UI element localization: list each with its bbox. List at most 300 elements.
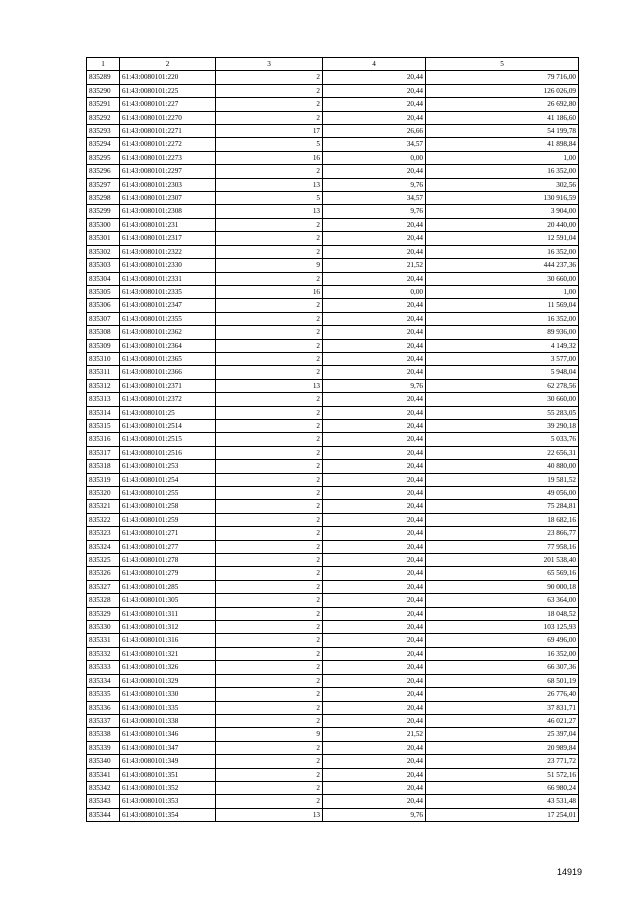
cadastral-number-cell: 61:43:0080101:2514 bbox=[120, 419, 216, 432]
table-row bbox=[87, 98, 579, 111]
cadastral-number-cell: 61:43:0080101:330 bbox=[120, 688, 216, 701]
cadastral-number-cell: 61:43:0080101:2303 bbox=[120, 178, 216, 191]
cadastral-number-cell: 61:43:0080101:2366 bbox=[120, 366, 216, 379]
cadastral-number-cell: 61:43:0080101:259 bbox=[120, 513, 216, 526]
table-row bbox=[87, 634, 579, 647]
group-number-cell: 2 bbox=[216, 366, 323, 379]
specific-value-cell: 20,44 bbox=[323, 487, 426, 500]
table-row bbox=[87, 647, 579, 660]
cadastral-value-cell: 1,00 bbox=[426, 151, 579, 164]
cadastral-value-cell: 41 186,60 bbox=[426, 111, 579, 124]
cadastral-value-cell: 20 989,84 bbox=[426, 741, 579, 754]
cadastral-number-cell: 61:43:0080101:2516 bbox=[120, 446, 216, 459]
group-number-cell: 2 bbox=[216, 580, 323, 593]
row-id-cell: 835327 bbox=[87, 580, 120, 593]
column-header-2: 2 bbox=[120, 58, 216, 71]
cadastral-value-cell: 11 569,04 bbox=[426, 299, 579, 312]
cadastral-number-cell: 61:43:0080101:2308 bbox=[120, 205, 216, 218]
cadastral-value-table bbox=[86, 57, 579, 822]
group-number-cell: 2 bbox=[216, 688, 323, 701]
specific-value-cell: 20,44 bbox=[323, 701, 426, 714]
cadastral-value-cell: 201 538,40 bbox=[426, 554, 579, 567]
cadastral-number-cell: 61:43:0080101:253 bbox=[120, 460, 216, 473]
row-id-cell: 835323 bbox=[87, 527, 120, 540]
group-number-cell: 2 bbox=[216, 98, 323, 111]
specific-value-cell: 20,44 bbox=[323, 71, 426, 84]
table-row bbox=[87, 339, 579, 352]
cadastral-number-cell: 61:43:0080101:2273 bbox=[120, 151, 216, 164]
cadastral-value-cell: 12 591,04 bbox=[426, 232, 579, 245]
cadastral-value-cell: 66 980,24 bbox=[426, 781, 579, 794]
specific-value-cell: 20,44 bbox=[323, 647, 426, 660]
group-number-cell: 13 bbox=[216, 808, 323, 821]
table-row bbox=[87, 406, 579, 419]
cadastral-number-cell: 61:43:0080101:271 bbox=[120, 527, 216, 540]
cadastral-number-cell: 61:43:0080101:2365 bbox=[120, 352, 216, 365]
table-row bbox=[87, 621, 579, 634]
specific-value-cell: 20,44 bbox=[323, 580, 426, 593]
cadastral-number-cell: 61:43:0080101:279 bbox=[120, 567, 216, 580]
cadastral-number-cell: 61:43:0080101:305 bbox=[120, 594, 216, 607]
specific-value-cell: 20,44 bbox=[323, 714, 426, 727]
row-id-cell: 835294 bbox=[87, 138, 120, 151]
specific-value-cell: 20,44 bbox=[323, 527, 426, 540]
cadastral-number-cell: 61:43:0080101:2362 bbox=[120, 326, 216, 339]
column-header-5: 5 bbox=[426, 58, 579, 71]
cadastral-number-cell: 61:43:0080101:352 bbox=[120, 781, 216, 794]
cadastral-value-cell: 18 682,16 bbox=[426, 513, 579, 526]
specific-value-cell: 34,57 bbox=[323, 192, 426, 205]
group-number-cell: 2 bbox=[216, 621, 323, 634]
row-id-cell: 835334 bbox=[87, 674, 120, 687]
cadastral-number-cell: 61:43:0080101:354 bbox=[120, 808, 216, 821]
cadastral-value-cell: 89 936,00 bbox=[426, 326, 579, 339]
cadastral-value-cell: 103 125,93 bbox=[426, 621, 579, 634]
group-number-cell: 2 bbox=[216, 795, 323, 808]
group-number-cell: 13 bbox=[216, 205, 323, 218]
page-number: 14919 bbox=[557, 867, 583, 877]
table-row bbox=[87, 446, 579, 459]
table-row bbox=[87, 674, 579, 687]
specific-value-cell: 20,44 bbox=[323, 554, 426, 567]
cadastral-number-cell: 61:43:0080101:2330 bbox=[120, 259, 216, 272]
specific-value-cell: 20,44 bbox=[323, 312, 426, 325]
row-id-cell: 835302 bbox=[87, 245, 120, 258]
table-row bbox=[87, 741, 579, 754]
cadastral-value-cell: 63 364,00 bbox=[426, 594, 579, 607]
cadastral-value-cell: 302,56 bbox=[426, 178, 579, 191]
specific-value-cell: 21,52 bbox=[323, 728, 426, 741]
group-number-cell: 9 bbox=[216, 259, 323, 272]
specific-value-cell: 20,44 bbox=[323, 406, 426, 419]
group-number-cell: 2 bbox=[216, 71, 323, 84]
group-number-cell: 2 bbox=[216, 674, 323, 687]
group-number-cell: 2 bbox=[216, 312, 323, 325]
row-id-cell: 835299 bbox=[87, 205, 120, 218]
specific-value-cell: 20,44 bbox=[323, 352, 426, 365]
row-id-cell: 835335 bbox=[87, 688, 120, 701]
cadastral-number-cell: 61:43:0080101:312 bbox=[120, 621, 216, 634]
specific-value-cell: 20,44 bbox=[323, 781, 426, 794]
row-id-cell: 835325 bbox=[87, 554, 120, 567]
group-number-cell: 2 bbox=[216, 84, 323, 97]
cadastral-number-cell: 61:43:0080101:220 bbox=[120, 71, 216, 84]
row-id-cell: 835337 bbox=[87, 714, 120, 727]
table-row bbox=[87, 192, 579, 205]
cadastral-value-cell: 126 026,09 bbox=[426, 84, 579, 97]
table-row bbox=[87, 513, 579, 526]
specific-value-cell: 20,44 bbox=[323, 540, 426, 553]
table-row bbox=[87, 728, 579, 741]
specific-value-cell: 9,76 bbox=[323, 205, 426, 218]
table-row bbox=[87, 312, 579, 325]
group-number-cell: 2 bbox=[216, 554, 323, 567]
group-number-cell: 2 bbox=[216, 500, 323, 513]
group-number-cell: 2 bbox=[216, 352, 323, 365]
row-id-cell: 835336 bbox=[87, 701, 120, 714]
row-id-cell: 835329 bbox=[87, 607, 120, 620]
specific-value-cell: 20,44 bbox=[323, 339, 426, 352]
row-id-cell: 835306 bbox=[87, 299, 120, 312]
group-number-cell: 2 bbox=[216, 661, 323, 674]
group-number-cell: 2 bbox=[216, 487, 323, 500]
cadastral-value-cell: 77 958,16 bbox=[426, 540, 579, 553]
group-number-cell: 2 bbox=[216, 634, 323, 647]
table-row bbox=[87, 285, 579, 298]
table-row bbox=[87, 71, 579, 84]
cadastral-value-cell: 16 352,00 bbox=[426, 312, 579, 325]
group-number-cell: 2 bbox=[216, 567, 323, 580]
cadastral-value-cell: 26 776,40 bbox=[426, 688, 579, 701]
table-row bbox=[87, 594, 579, 607]
cadastral-value-cell: 75 284,81 bbox=[426, 500, 579, 513]
cadastral-number-cell: 61:43:0080101:321 bbox=[120, 647, 216, 660]
row-id-cell: 835310 bbox=[87, 352, 120, 365]
specific-value-cell: 20,44 bbox=[323, 299, 426, 312]
specific-value-cell: 20,44 bbox=[323, 755, 426, 768]
table-row bbox=[87, 326, 579, 339]
row-id-cell: 835342 bbox=[87, 781, 120, 794]
cadastral-value-cell: 69 496,00 bbox=[426, 634, 579, 647]
table-row bbox=[87, 259, 579, 272]
group-number-cell: 2 bbox=[216, 741, 323, 754]
specific-value-cell: 20,44 bbox=[323, 111, 426, 124]
specific-value-cell: 20,44 bbox=[323, 419, 426, 432]
cadastral-number-cell: 61:43:0080101:338 bbox=[120, 714, 216, 727]
table-body bbox=[87, 71, 579, 822]
group-number-cell: 2 bbox=[216, 527, 323, 540]
cadastral-number-cell: 61:43:0080101:2515 bbox=[120, 433, 216, 446]
cadastral-value-cell: 5 948,04 bbox=[426, 366, 579, 379]
table-row bbox=[87, 366, 579, 379]
group-number-cell: 5 bbox=[216, 138, 323, 151]
specific-value-cell: 34,57 bbox=[323, 138, 426, 151]
cadastral-value-cell: 54 199,78 bbox=[426, 125, 579, 138]
cadastral-value-cell: 16 352,00 bbox=[426, 647, 579, 660]
table-row bbox=[87, 433, 579, 446]
cadastral-value-cell: 79 716,00 bbox=[426, 71, 579, 84]
specific-value-cell: 20,44 bbox=[323, 674, 426, 687]
cadastral-value-cell: 22 656,31 bbox=[426, 446, 579, 459]
cadastral-value-cell: 37 831,71 bbox=[426, 701, 579, 714]
cadastral-number-cell: 61:43:0080101:326 bbox=[120, 661, 216, 674]
row-id-cell: 835344 bbox=[87, 808, 120, 821]
table-row bbox=[87, 232, 579, 245]
cadastral-value-cell: 16 352,00 bbox=[426, 165, 579, 178]
cadastral-value-cell: 39 290,18 bbox=[426, 419, 579, 432]
cadastral-value-cell: 16 352,00 bbox=[426, 245, 579, 258]
table-row bbox=[87, 540, 579, 553]
table-row bbox=[87, 500, 579, 513]
cadastral-value-cell: 41 898,84 bbox=[426, 138, 579, 151]
cadastral-value-cell: 46 021,27 bbox=[426, 714, 579, 727]
row-id-cell: 835315 bbox=[87, 419, 120, 432]
cadastral-value-cell: 68 501,19 bbox=[426, 674, 579, 687]
cadastral-number-cell: 61:43:0080101:2297 bbox=[120, 165, 216, 178]
specific-value-cell: 20,44 bbox=[323, 607, 426, 620]
specific-value-cell: 0,00 bbox=[323, 151, 426, 164]
table-row bbox=[87, 688, 579, 701]
row-id-cell: 835313 bbox=[87, 393, 120, 406]
column-header-1: 1 bbox=[87, 58, 120, 71]
specific-value-cell: 20,44 bbox=[323, 741, 426, 754]
cadastral-number-cell: 61:43:0080101:285 bbox=[120, 580, 216, 593]
table-row bbox=[87, 138, 579, 151]
table-row bbox=[87, 165, 579, 178]
cadastral-number-cell: 61:43:0080101:353 bbox=[120, 795, 216, 808]
cadastral-value-cell: 5 033,76 bbox=[426, 433, 579, 446]
cadastral-value-cell: 55 283,05 bbox=[426, 406, 579, 419]
row-id-cell: 835307 bbox=[87, 312, 120, 325]
table-row bbox=[87, 795, 579, 808]
cadastral-number-cell: 61:43:0080101:335 bbox=[120, 701, 216, 714]
table-row bbox=[87, 352, 579, 365]
table-row bbox=[87, 661, 579, 674]
group-number-cell: 9 bbox=[216, 728, 323, 741]
table-row bbox=[87, 151, 579, 164]
table-row bbox=[87, 419, 579, 432]
cadastral-number-cell: 61:43:0080101:231 bbox=[120, 218, 216, 231]
cadastral-number-cell: 61:43:0080101:346 bbox=[120, 728, 216, 741]
cadastral-number-cell: 61:43:0080101:2272 bbox=[120, 138, 216, 151]
table-row bbox=[87, 527, 579, 540]
row-id-cell: 835331 bbox=[87, 634, 120, 647]
specific-value-cell: 26,66 bbox=[323, 125, 426, 138]
cadastral-value-cell: 17 254,01 bbox=[426, 808, 579, 821]
group-number-cell: 17 bbox=[216, 125, 323, 138]
specific-value-cell: 20,44 bbox=[323, 795, 426, 808]
cadastral-value-cell: 65 569,16 bbox=[426, 567, 579, 580]
cadastral-number-cell: 61:43:0080101:277 bbox=[120, 540, 216, 553]
cadastral-value-cell: 26 692,80 bbox=[426, 98, 579, 111]
specific-value-cell: 20,44 bbox=[323, 393, 426, 406]
cadastral-value-cell: 19 581,52 bbox=[426, 473, 579, 486]
group-number-cell: 2 bbox=[216, 299, 323, 312]
row-id-cell: 835341 bbox=[87, 768, 120, 781]
group-number-cell: 2 bbox=[216, 446, 323, 459]
table-row bbox=[87, 84, 579, 97]
cadastral-value-cell: 18 048,52 bbox=[426, 607, 579, 620]
cadastral-value-cell: 30 660,00 bbox=[426, 393, 579, 406]
table-row bbox=[87, 567, 579, 580]
table-row bbox=[87, 460, 579, 473]
group-number-cell: 2 bbox=[216, 111, 323, 124]
group-number-cell: 2 bbox=[216, 714, 323, 727]
group-number-cell: 2 bbox=[216, 473, 323, 486]
cadastral-number-cell: 61:43:0080101:2270 bbox=[120, 111, 216, 124]
cadastral-value-cell: 66 307,36 bbox=[426, 661, 579, 674]
row-id-cell: 835328 bbox=[87, 594, 120, 607]
cadastral-number-cell: 61:43:0080101:2364 bbox=[120, 339, 216, 352]
specific-value-cell: 20,44 bbox=[323, 232, 426, 245]
group-number-cell: 2 bbox=[216, 647, 323, 660]
specific-value-cell: 20,44 bbox=[323, 165, 426, 178]
group-number-cell: 2 bbox=[216, 232, 323, 245]
group-number-cell: 13 bbox=[216, 379, 323, 392]
cadastral-number-cell: 61:43:0080101:255 bbox=[120, 487, 216, 500]
row-id-cell: 835304 bbox=[87, 272, 120, 285]
table-row bbox=[87, 580, 579, 593]
cadastral-value-cell: 49 056,00 bbox=[426, 487, 579, 500]
cadastral-number-cell: 61:43:0080101:2317 bbox=[120, 232, 216, 245]
group-number-cell: 2 bbox=[216, 781, 323, 794]
row-id-cell: 835321 bbox=[87, 500, 120, 513]
cadastral-number-cell: 61:43:0080101:2307 bbox=[120, 192, 216, 205]
table-row bbox=[87, 111, 579, 124]
row-id-cell: 835297 bbox=[87, 178, 120, 191]
row-id-cell: 835332 bbox=[87, 647, 120, 660]
row-id-cell: 835319 bbox=[87, 473, 120, 486]
row-id-cell: 835330 bbox=[87, 621, 120, 634]
row-id-cell: 835309 bbox=[87, 339, 120, 352]
cadastral-number-cell: 61:43:0080101:2322 bbox=[120, 245, 216, 258]
row-id-cell: 835317 bbox=[87, 446, 120, 459]
cadastral-number-cell: 61:43:0080101:2335 bbox=[120, 285, 216, 298]
specific-value-cell: 0,00 bbox=[323, 285, 426, 298]
row-id-cell: 835289 bbox=[87, 71, 120, 84]
group-number-cell: 2 bbox=[216, 419, 323, 432]
table-row bbox=[87, 487, 579, 500]
cadastral-value-cell: 51 572,16 bbox=[426, 768, 579, 781]
table-row bbox=[87, 245, 579, 258]
row-id-cell: 835290 bbox=[87, 84, 120, 97]
cadastral-value-cell: 3 904,00 bbox=[426, 205, 579, 218]
row-id-cell: 835314 bbox=[87, 406, 120, 419]
cadastral-value-cell: 23 771,72 bbox=[426, 755, 579, 768]
specific-value-cell: 20,44 bbox=[323, 621, 426, 634]
group-number-cell: 13 bbox=[216, 178, 323, 191]
row-id-cell: 835338 bbox=[87, 728, 120, 741]
cadastral-number-cell: 61:43:0080101:2331 bbox=[120, 272, 216, 285]
cadastral-number-cell: 61:43:0080101:227 bbox=[120, 98, 216, 111]
cadastral-number-cell: 61:43:0080101:2371 bbox=[120, 379, 216, 392]
group-number-cell: 2 bbox=[216, 245, 323, 258]
row-id-cell: 835326 bbox=[87, 567, 120, 580]
row-id-cell: 835322 bbox=[87, 513, 120, 526]
cadastral-value-cell: 23 866,77 bbox=[426, 527, 579, 540]
row-id-cell: 835301 bbox=[87, 232, 120, 245]
row-id-cell: 835292 bbox=[87, 111, 120, 124]
row-id-cell: 835339 bbox=[87, 741, 120, 754]
row-id-cell: 835291 bbox=[87, 98, 120, 111]
specific-value-cell: 20,44 bbox=[323, 473, 426, 486]
group-number-cell: 2 bbox=[216, 165, 323, 178]
row-id-cell: 835318 bbox=[87, 460, 120, 473]
group-number-cell: 5 bbox=[216, 192, 323, 205]
group-number-cell: 2 bbox=[216, 218, 323, 231]
cadastral-number-cell: 61:43:0080101:254 bbox=[120, 473, 216, 486]
specific-value-cell: 20,44 bbox=[323, 460, 426, 473]
row-id-cell: 835296 bbox=[87, 165, 120, 178]
specific-value-cell: 20,44 bbox=[323, 567, 426, 580]
group-number-cell: 16 bbox=[216, 285, 323, 298]
cadastral-number-cell: 61:43:0080101:2271 bbox=[120, 125, 216, 138]
cadastral-value-cell: 444 237,36 bbox=[426, 259, 579, 272]
group-number-cell: 2 bbox=[216, 513, 323, 526]
table-row bbox=[87, 755, 579, 768]
specific-value-cell: 9,76 bbox=[323, 178, 426, 191]
specific-value-cell: 20,44 bbox=[323, 84, 426, 97]
specific-value-cell: 20,44 bbox=[323, 366, 426, 379]
cadastral-value-cell: 1,00 bbox=[426, 285, 579, 298]
specific-value-cell: 20,44 bbox=[323, 272, 426, 285]
table-row bbox=[87, 473, 579, 486]
cadastral-value-cell: 20 440,00 bbox=[426, 218, 579, 231]
table-row bbox=[87, 781, 579, 794]
table-row bbox=[87, 178, 579, 191]
row-id-cell: 835295 bbox=[87, 151, 120, 164]
group-number-cell: 2 bbox=[216, 393, 323, 406]
table-row bbox=[87, 701, 579, 714]
group-number-cell: 2 bbox=[216, 406, 323, 419]
cadastral-value-cell: 4 149,32 bbox=[426, 339, 579, 352]
table-row bbox=[87, 205, 579, 218]
row-id-cell: 835300 bbox=[87, 218, 120, 231]
cadastral-value-cell: 43 531,48 bbox=[426, 795, 579, 808]
group-number-cell: 2 bbox=[216, 701, 323, 714]
specific-value-cell: 20,44 bbox=[323, 245, 426, 258]
row-id-cell: 835340 bbox=[87, 755, 120, 768]
table-row bbox=[87, 299, 579, 312]
group-number-cell: 2 bbox=[216, 460, 323, 473]
cadastral-number-cell: 61:43:0080101:278 bbox=[120, 554, 216, 567]
cadastral-number-cell: 61:43:0080101:347 bbox=[120, 741, 216, 754]
group-number-cell: 2 bbox=[216, 326, 323, 339]
row-id-cell: 835298 bbox=[87, 192, 120, 205]
cadastral-number-cell: 61:43:0080101:329 bbox=[120, 674, 216, 687]
group-number-cell: 2 bbox=[216, 272, 323, 285]
specific-value-cell: 20,44 bbox=[323, 500, 426, 513]
specific-value-cell: 20,44 bbox=[323, 446, 426, 459]
row-id-cell: 835305 bbox=[87, 285, 120, 298]
table-row bbox=[87, 125, 579, 138]
specific-value-cell: 20,44 bbox=[323, 433, 426, 446]
cadastral-number-cell: 61:43:0080101:258 bbox=[120, 500, 216, 513]
specific-value-cell: 20,44 bbox=[323, 218, 426, 231]
group-number-cell: 2 bbox=[216, 607, 323, 620]
row-id-cell: 835293 bbox=[87, 125, 120, 138]
row-id-cell: 835316 bbox=[87, 433, 120, 446]
cadastral-value-cell: 40 880,00 bbox=[426, 460, 579, 473]
group-number-cell: 16 bbox=[216, 151, 323, 164]
column-header-3: 3 bbox=[216, 58, 323, 71]
specific-value-cell: 21,52 bbox=[323, 259, 426, 272]
cadastral-value-cell: 25 397,04 bbox=[426, 728, 579, 741]
table-row bbox=[87, 768, 579, 781]
specific-value-cell: 20,44 bbox=[323, 768, 426, 781]
group-number-cell: 2 bbox=[216, 540, 323, 553]
specific-value-cell: 9,76 bbox=[323, 808, 426, 821]
